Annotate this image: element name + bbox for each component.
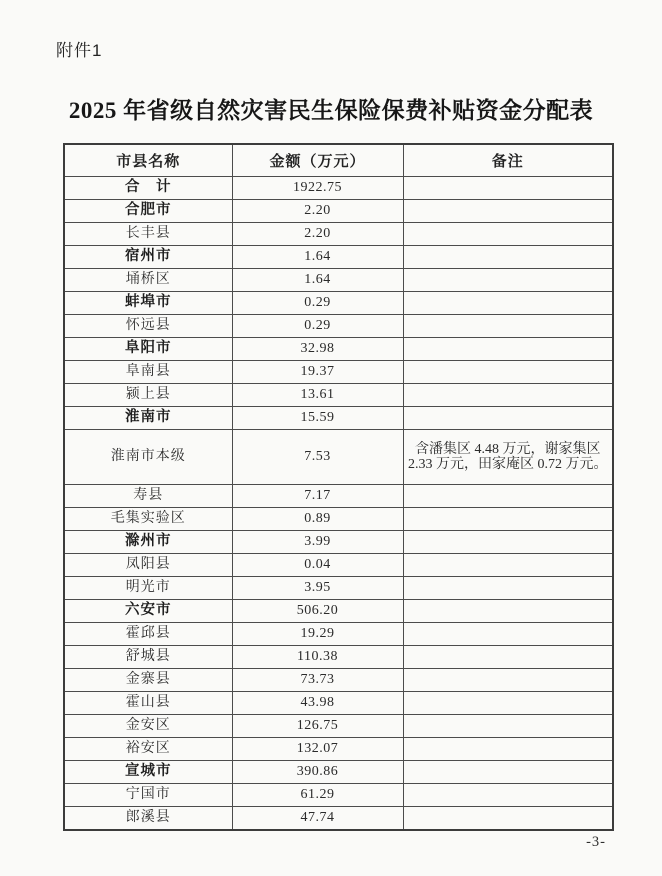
- table-row: [64, 485, 613, 508]
- region-name-cell: 宿州市: [64, 246, 232, 269]
- remark-cell: [403, 200, 613, 223]
- amount-cell: 7.17: [232, 485, 403, 508]
- remark-cell: [403, 246, 613, 269]
- table-body: [64, 177, 613, 831]
- table-row: [64, 315, 613, 338]
- amount-cell: 0.29: [232, 292, 403, 315]
- amount-cell: 0.29: [232, 315, 403, 338]
- remark-cell: [403, 508, 613, 531]
- table-row: [64, 761, 613, 784]
- region-name-cell: 合肥市: [64, 200, 232, 223]
- region-name-cell: 舒城县: [64, 646, 232, 669]
- region-name-cell: 裕安区: [64, 738, 232, 761]
- table-row: [64, 177, 613, 200]
- region-name-cell: 淮南市本级: [64, 430, 232, 485]
- remark-cell: [403, 646, 613, 669]
- table-row: [64, 292, 613, 315]
- remark-cell: [403, 292, 613, 315]
- region-name-cell: 凤阳县: [64, 554, 232, 577]
- table-row: [64, 269, 613, 292]
- table-row: [64, 692, 613, 715]
- region-name-cell: 蚌埠市: [64, 292, 232, 315]
- table-row: [64, 200, 613, 223]
- amount-cell: 19.37: [232, 361, 403, 384]
- remark-cell: [403, 807, 613, 831]
- remark-cell: [403, 669, 613, 692]
- header-row: [64, 144, 613, 177]
- remark-cell: [403, 361, 613, 384]
- table-row: [64, 338, 613, 361]
- remark-cell: [403, 384, 613, 407]
- region-name-cell: 长丰县: [64, 223, 232, 246]
- amount-cell: 0.89: [232, 508, 403, 531]
- region-name-cell: 埇桥区: [64, 269, 232, 292]
- remark-cell: [403, 223, 613, 246]
- amount-cell: 1.64: [232, 269, 403, 292]
- remark-cell: [403, 531, 613, 554]
- table-row: [64, 430, 613, 485]
- table-row: [64, 361, 613, 384]
- amount-cell: 1922.75: [232, 177, 403, 200]
- table-row: [64, 554, 613, 577]
- amount-cell: 390.86: [232, 761, 403, 784]
- region-name-cell: 阜阳市: [64, 338, 232, 361]
- remark-cell: [403, 315, 613, 338]
- amount-cell: 3.99: [232, 531, 403, 554]
- table-row: [64, 623, 613, 646]
- amount-cell: 61.29: [232, 784, 403, 807]
- amount-cell: 2.20: [232, 200, 403, 223]
- region-name-cell: 明光市: [64, 577, 232, 600]
- amount-cell: 2.20: [232, 223, 403, 246]
- region-name-cell: 宣城市: [64, 761, 232, 784]
- remark-cell: [403, 761, 613, 784]
- amount-cell: 19.29: [232, 623, 403, 646]
- region-name-cell: 毛集实验区: [64, 508, 232, 531]
- amount-cell: 132.07: [232, 738, 403, 761]
- amount-cell: 3.95: [232, 577, 403, 600]
- table-row: [64, 246, 613, 269]
- region-name-cell: 霍山县: [64, 692, 232, 715]
- remark-cell: [403, 715, 613, 738]
- table-row: [64, 646, 613, 669]
- remark-cell: [403, 692, 613, 715]
- table-row: [64, 577, 613, 600]
- amount-cell: 0.04: [232, 554, 403, 577]
- remark-cell: [403, 554, 613, 577]
- document-title: 2025 年省级自然灾害民生保险保费补贴资金分配表: [68, 98, 594, 123]
- table-row: [64, 508, 613, 531]
- column-header-amount: 金额（万元）: [232, 144, 403, 177]
- table-row: [64, 669, 613, 692]
- region-name-cell: 六安市: [64, 600, 232, 623]
- table-header: [64, 144, 613, 177]
- region-name-cell: 霍邱县: [64, 623, 232, 646]
- region-name-cell: 宁国市: [64, 784, 232, 807]
- remark-cell: [403, 177, 613, 200]
- table-row: [64, 223, 613, 246]
- table-row: [64, 738, 613, 761]
- amount-cell: 47.74: [232, 807, 403, 831]
- amount-cell: 506.20: [232, 600, 403, 623]
- amount-cell: 43.98: [232, 692, 403, 715]
- remark-cell: [403, 784, 613, 807]
- region-name-cell: 滁州市: [64, 531, 232, 554]
- remark-cell: 含潘集区 4.48 万元，谢家集区 2.33 万元，田家庵区 0.72 万元。: [403, 430, 613, 485]
- region-name-cell: 阜南县: [64, 361, 232, 384]
- region-name-cell: 郎溪县: [64, 807, 232, 831]
- attachment-label: 附件1: [56, 41, 103, 60]
- region-name-cell: 合 计: [64, 177, 232, 200]
- amount-cell: 7.53: [232, 430, 403, 485]
- amount-cell: 13.61: [232, 384, 403, 407]
- region-name-cell: 寿县: [64, 485, 232, 508]
- table-row: [64, 407, 613, 430]
- amount-cell: 15.59: [232, 407, 403, 430]
- remark-cell: [403, 407, 613, 430]
- remark-cell: [403, 338, 613, 361]
- amount-cell: 1.64: [232, 246, 403, 269]
- amount-cell: 32.98: [232, 338, 403, 361]
- amount-cell: 73.73: [232, 669, 403, 692]
- amount-cell: 110.38: [232, 646, 403, 669]
- remark-cell: [403, 577, 613, 600]
- region-name-cell: 怀远县: [64, 315, 232, 338]
- table-row: [64, 600, 613, 623]
- region-name-cell: 淮南市: [64, 407, 232, 430]
- region-name-cell: 金安区: [64, 715, 232, 738]
- remark-cell: [403, 623, 613, 646]
- page-number: -3-: [586, 834, 606, 850]
- table-row: [64, 531, 613, 554]
- remark-cell: [403, 485, 613, 508]
- remark-cell: [403, 600, 613, 623]
- region-name-cell: 金寨县: [64, 669, 232, 692]
- table-row: [64, 384, 613, 407]
- remark-cell: [403, 269, 613, 292]
- table-row: [64, 784, 613, 807]
- column-header-name: 市县名称: [64, 144, 232, 177]
- column-header-remark: 备注: [403, 144, 613, 177]
- remark-cell: [403, 738, 613, 761]
- amount-cell: 126.75: [232, 715, 403, 738]
- allocation-table: [63, 143, 614, 831]
- table-row: [64, 715, 613, 738]
- table-row: [64, 807, 613, 831]
- region-name-cell: 颍上县: [64, 384, 232, 407]
